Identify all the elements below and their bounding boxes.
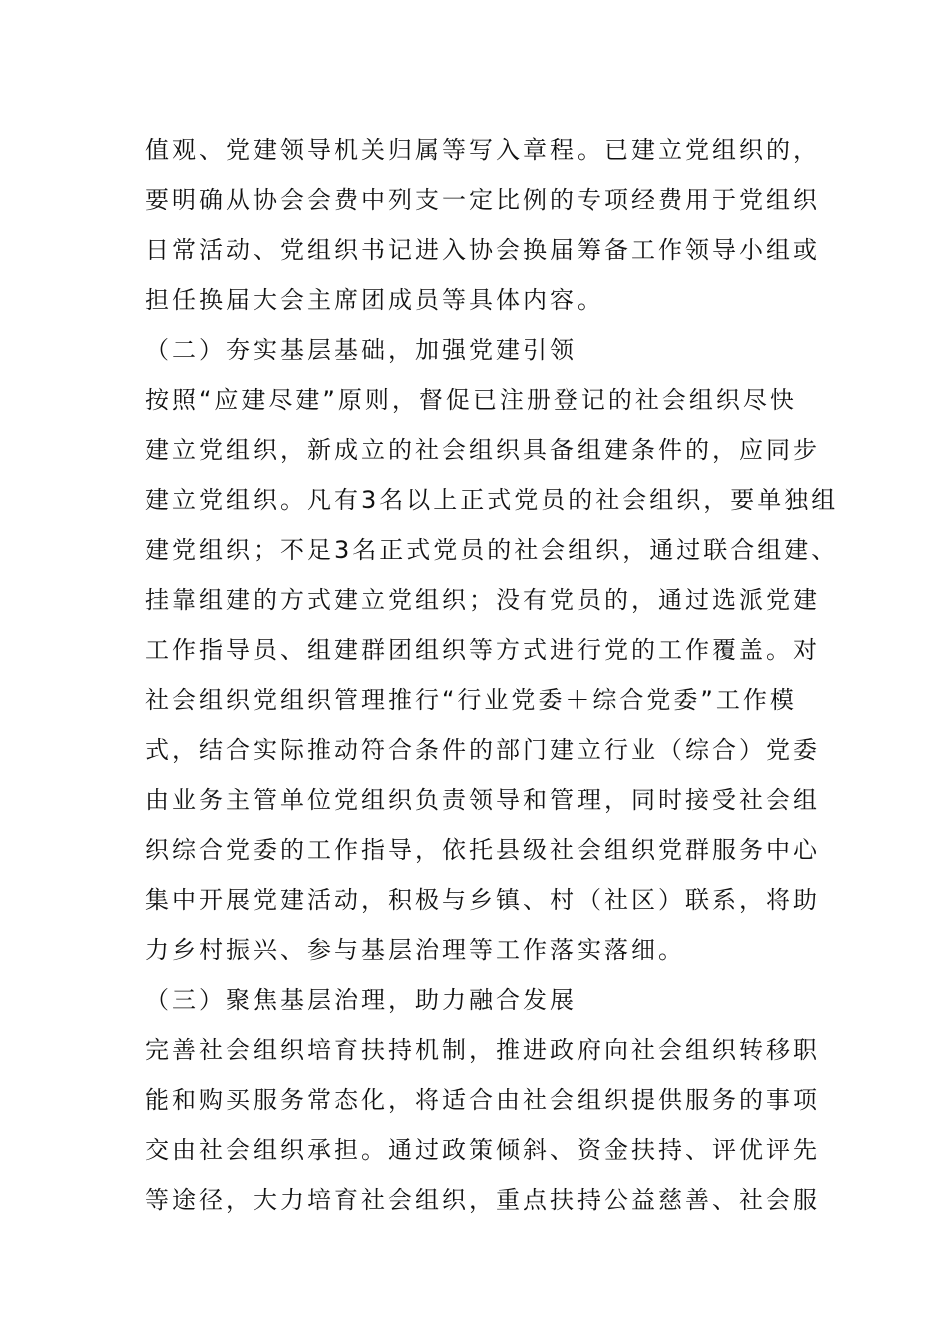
text-line: 集中开展党建活动，积极与乡镇、村（社区）联系，将助 <box>145 886 820 914</box>
text-line: 日常活动、党组织书记进入协会换届筹备工作领导小组或 <box>145 236 820 264</box>
text-line: 由业务主管单位党组织负责领导和管理，同时接受社会组 <box>145 786 820 814</box>
body-text <box>145 125 839 1225</box>
section-heading-3: （三）聚焦基层治理，助力融合发展 <box>145 986 577 1014</box>
text-line: 工作指导员、组建群团组织等方式进行党的工作覆盖。对 <box>145 636 820 664</box>
text-line: 社会组织党组织管理推行“行业党委＋综合党委”工作模 <box>145 686 797 714</box>
section-heading-2: （二）夯实基层基础，加强党建引领 <box>145 336 577 364</box>
text-line: 建立党组织。凡有3名以上正式党员的社会组织，要单独组 <box>145 486 839 514</box>
text-line: 力乡村振兴、参与基层治理等工作落实落细。 <box>145 936 685 964</box>
text-line: 建党组织；不足3名正式党员的社会组织，通过联合组建、 <box>145 536 839 564</box>
text-line: 建立党组织，新成立的社会组织具备组建条件的，应同步 <box>145 436 820 464</box>
text-line: 挂靠组建的方式建立党组织；没有党员的，通过选派党建 <box>145 586 820 614</box>
text-line: 按照“应建尽建”原则，督促已注册登记的社会组织尽快 <box>145 386 797 414</box>
text-line: 要明确从协会会费中列支一定比例的专项经费用于党组织 <box>145 186 820 214</box>
text-line: 交由社会组织承担。通过政策倾斜、资金扶持、评优评先 <box>145 1136 820 1164</box>
text-line: 等途径，大力培育社会组织，重点扶持公益慈善、社会服 <box>145 1186 820 1214</box>
text-line: 式，结合实际推动符合条件的部门建立行业（综合）党委 <box>145 736 820 764</box>
text-line: 织综合党委的工作指导，依托县级社会组织党群服务中心 <box>145 836 820 864</box>
text-line: 值观、党建领导机关归属等写入章程。已建立党组织的， <box>145 136 820 164</box>
text-line: 能和购买服务常态化，将适合由社会组织提供服务的事项 <box>145 1086 820 1114</box>
text-line: 担任换届大会主席团成员等具体内容。 <box>145 286 604 314</box>
text-line: 完善社会组织培育扶持机制，推进政府向社会组织转移职 <box>145 1036 820 1064</box>
